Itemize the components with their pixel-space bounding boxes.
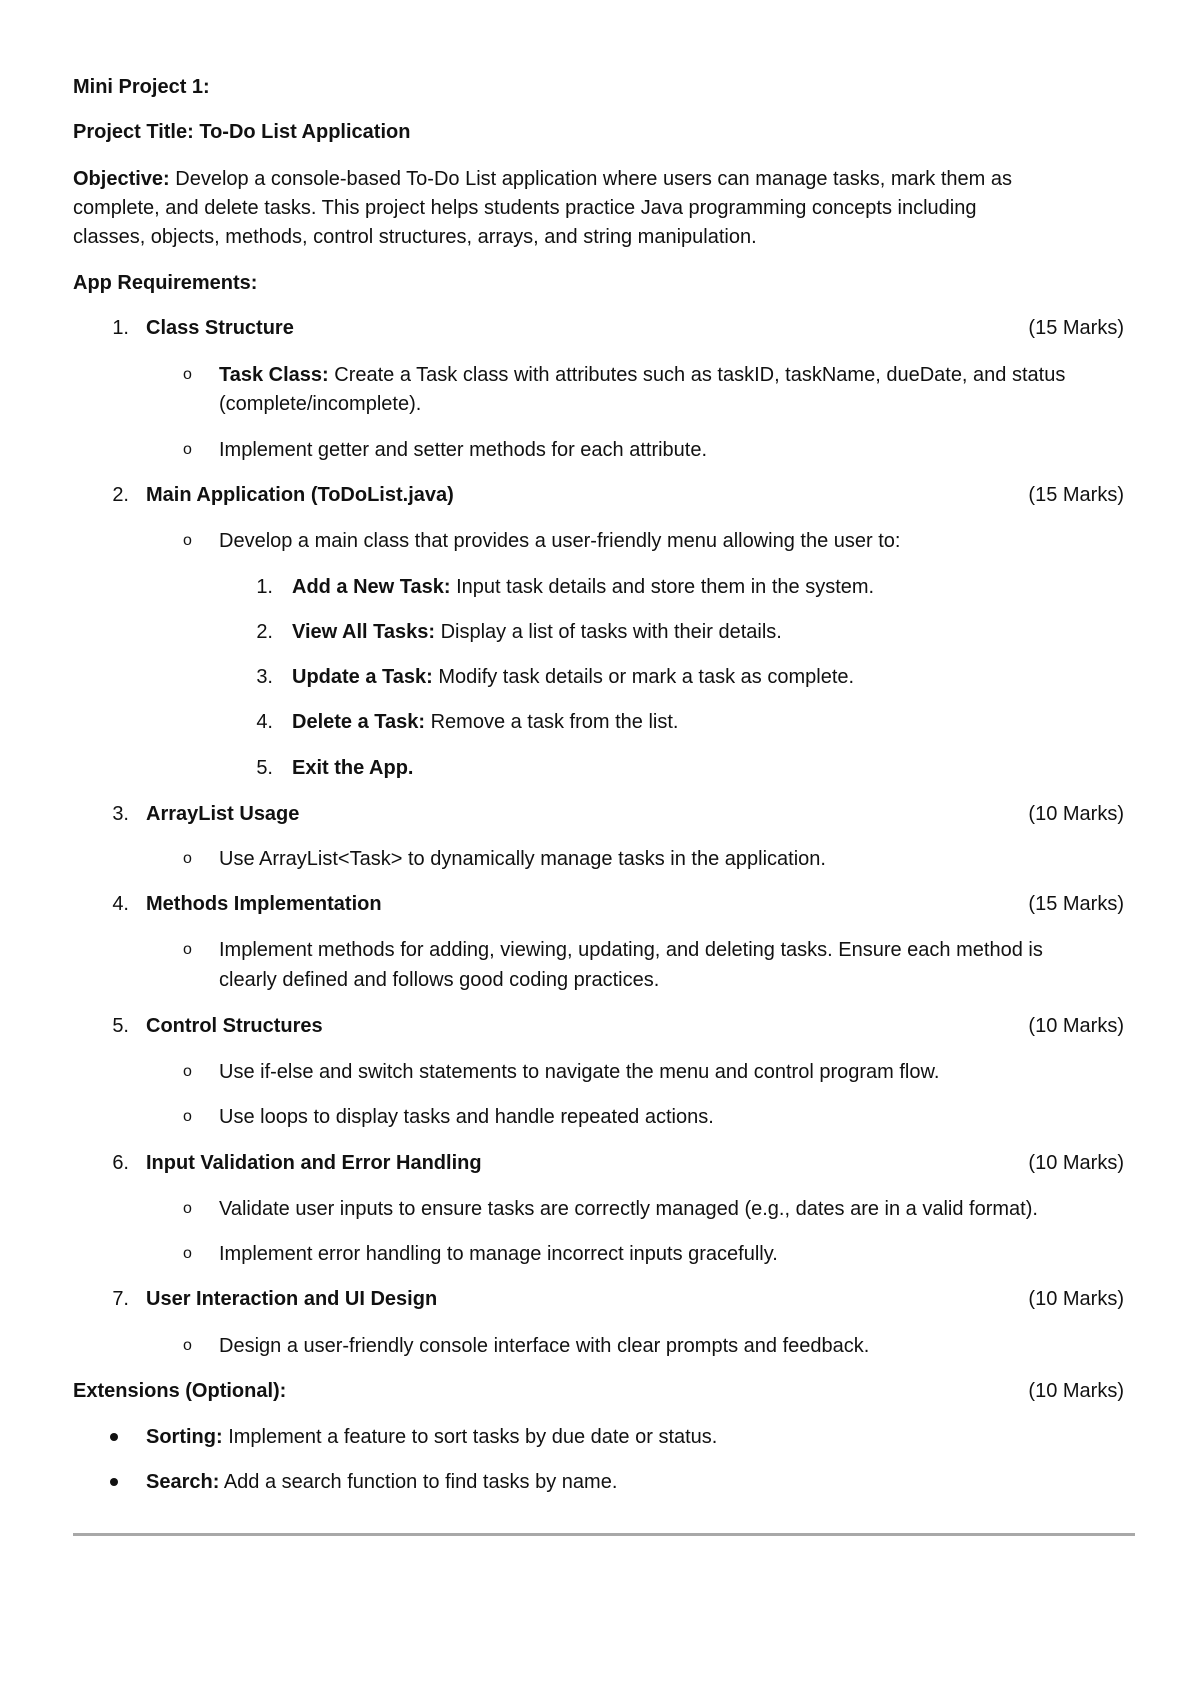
bullet-dot-icon	[110, 1478, 118, 1486]
section-5-bullet-1: Use if-else and switch statements to navigate the menu and control program flow.	[219, 1061, 940, 1083]
bullet-dot-icon	[110, 1433, 118, 1441]
section-2-number: 2.	[112, 484, 129, 506]
extension-text: Add a search function to find tasks by name.	[223, 1471, 618, 1493]
project-title-value: To-Do List Application	[199, 121, 411, 143]
menu-item-bold: Update a Task:	[292, 666, 433, 688]
objective-line-1	[73, 164, 1012, 194]
bullet-icon: o	[183, 1245, 192, 1262]
section-7-title: User Interaction and UI Design	[146, 1288, 438, 1310]
menu-item-bold: Add a New Task:	[292, 576, 451, 598]
menu-item-3-number: 3.	[256, 666, 273, 688]
section-4-number: 4.	[112, 893, 129, 915]
objective-line-3: classes, objects, methods, control structures, arrays, and string manipulation.	[73, 226, 757, 248]
section-1-title: Class Structure	[146, 317, 294, 339]
section-4-bullet-1-cont: clearly defined and follows good coding practices.	[219, 969, 660, 991]
section-3-marks: (10 Marks)	[1028, 803, 1124, 825]
section-6-bullet-2: Implement error handling to manage incorrect inputs gracefully.	[219, 1243, 778, 1265]
menu-item-2	[292, 617, 782, 647]
extension-text: Implement a feature to sort tasks by due date or status.	[228, 1426, 718, 1448]
section-1-marks: (15 Marks)	[1028, 317, 1124, 339]
section-7-number: 7.	[112, 1288, 129, 1310]
extensions-marks: (10 Marks)	[1028, 1380, 1124, 1402]
section-4-marks: (15 Marks)	[1028, 893, 1124, 915]
project-title	[73, 117, 410, 147]
bullet-icon: o	[183, 1108, 192, 1125]
objective-line-2: complete, and delete tasks. This project helps students practice Java programming concepts including	[73, 197, 977, 219]
menu-item-1-number: 1.	[256, 576, 273, 598]
menu-item-text: Modify task details or mark a task as complete.	[438, 666, 855, 688]
menu-item-bold: Delete a Task:	[292, 711, 426, 733]
menu-item-text: Display a list of tasks with their details.	[440, 621, 782, 643]
menu-item-5	[292, 753, 413, 783]
section-5-title: Control Structures	[146, 1015, 323, 1037]
menu-item-2-number: 2.	[256, 621, 273, 643]
mini-project-label: Mini Project 1:	[73, 76, 210, 98]
objective-text-1: Develop a console-based To-Do List application where users can manage tasks, mark them as	[175, 168, 1012, 190]
extension-item-sorting	[146, 1422, 717, 1452]
bullet-icon: o	[183, 532, 192, 549]
section-2-marks: (15 Marks)	[1028, 484, 1124, 506]
menu-item-text: Input task details and store them in the system.	[456, 576, 875, 598]
bullet-bold: Task Class:	[219, 364, 329, 386]
bullet-icon: o	[183, 1200, 192, 1217]
section-6-title: Input Validation and Error Handling	[146, 1152, 482, 1174]
section-7-marks: (10 Marks)	[1028, 1288, 1124, 1310]
extension-bold: Search:	[146, 1471, 220, 1493]
bullet-text: Create a Task class with attributes such as taskID, taskName, dueDate, and status	[334, 364, 1066, 386]
menu-item-1	[292, 572, 874, 602]
menu-item-text: Remove a task from the list.	[430, 711, 679, 733]
section-3-bullet-1: Use ArrayList<Task> to dynamically manage tasks in the application.	[219, 848, 826, 870]
section-6-number: 6.	[112, 1152, 129, 1174]
horizontal-divider	[73, 1533, 1135, 1536]
section-6-bullet-1: Validate user inputs to ensure tasks are correctly managed (e.g., dates are in a valid format).	[219, 1198, 1038, 1220]
extension-item-search	[146, 1467, 617, 1497]
requirements-heading: App Requirements:	[73, 272, 258, 294]
section-1-bullet-1	[219, 360, 1065, 390]
section-4-title: Methods Implementation	[146, 893, 382, 915]
project-title-label: Project Title:	[73, 121, 194, 143]
menu-item-4	[292, 707, 678, 737]
section-1-bullet-2: Implement getter and setter methods for each attribute.	[219, 439, 708, 461]
section-2-bullet-1: Develop a main class that provides a user-friendly menu allowing the user to:	[219, 530, 901, 552]
menu-item-bold: Exit the App.	[292, 757, 414, 779]
section-4-bullet-1: Implement methods for adding, viewing, updating, and deleting tasks. Ensure each method is	[219, 939, 1043, 961]
bullet-icon: o	[183, 1337, 192, 1354]
menu-item-5-number: 5.	[256, 757, 273, 779]
bullet-icon: o	[183, 441, 192, 458]
section-6-marks: (10 Marks)	[1028, 1152, 1124, 1174]
section-2-title: Main Application (ToDoList.java)	[146, 484, 454, 506]
section-7-bullet-1: Design a user-friendly console interface with clear prompts and feedback.	[219, 1335, 870, 1357]
extensions-heading: Extensions (Optional):	[73, 1380, 287, 1402]
extension-bold: Sorting:	[146, 1426, 223, 1448]
section-1-number: 1.	[112, 317, 129, 339]
menu-item-bold: View All Tasks:	[292, 621, 436, 643]
section-5-marks: (10 Marks)	[1028, 1015, 1124, 1037]
menu-item-4-number: 4.	[256, 711, 273, 733]
bullet-icon: o	[183, 1063, 192, 1080]
section-3-number: 3.	[112, 803, 129, 825]
section-5-bullet-2: Use loops to display tasks and handle repeated actions.	[219, 1106, 714, 1128]
objective-label: Objective:	[73, 168, 170, 190]
bullet-icon: o	[183, 941, 192, 958]
section-1-bullet-1-cont: (complete/incomplete).	[219, 393, 422, 415]
section-3-title: ArrayList Usage	[146, 803, 300, 825]
bullet-icon: o	[183, 850, 192, 867]
section-5-number: 5.	[112, 1015, 129, 1037]
menu-item-3	[292, 662, 854, 692]
bullet-icon: o	[183, 366, 192, 383]
